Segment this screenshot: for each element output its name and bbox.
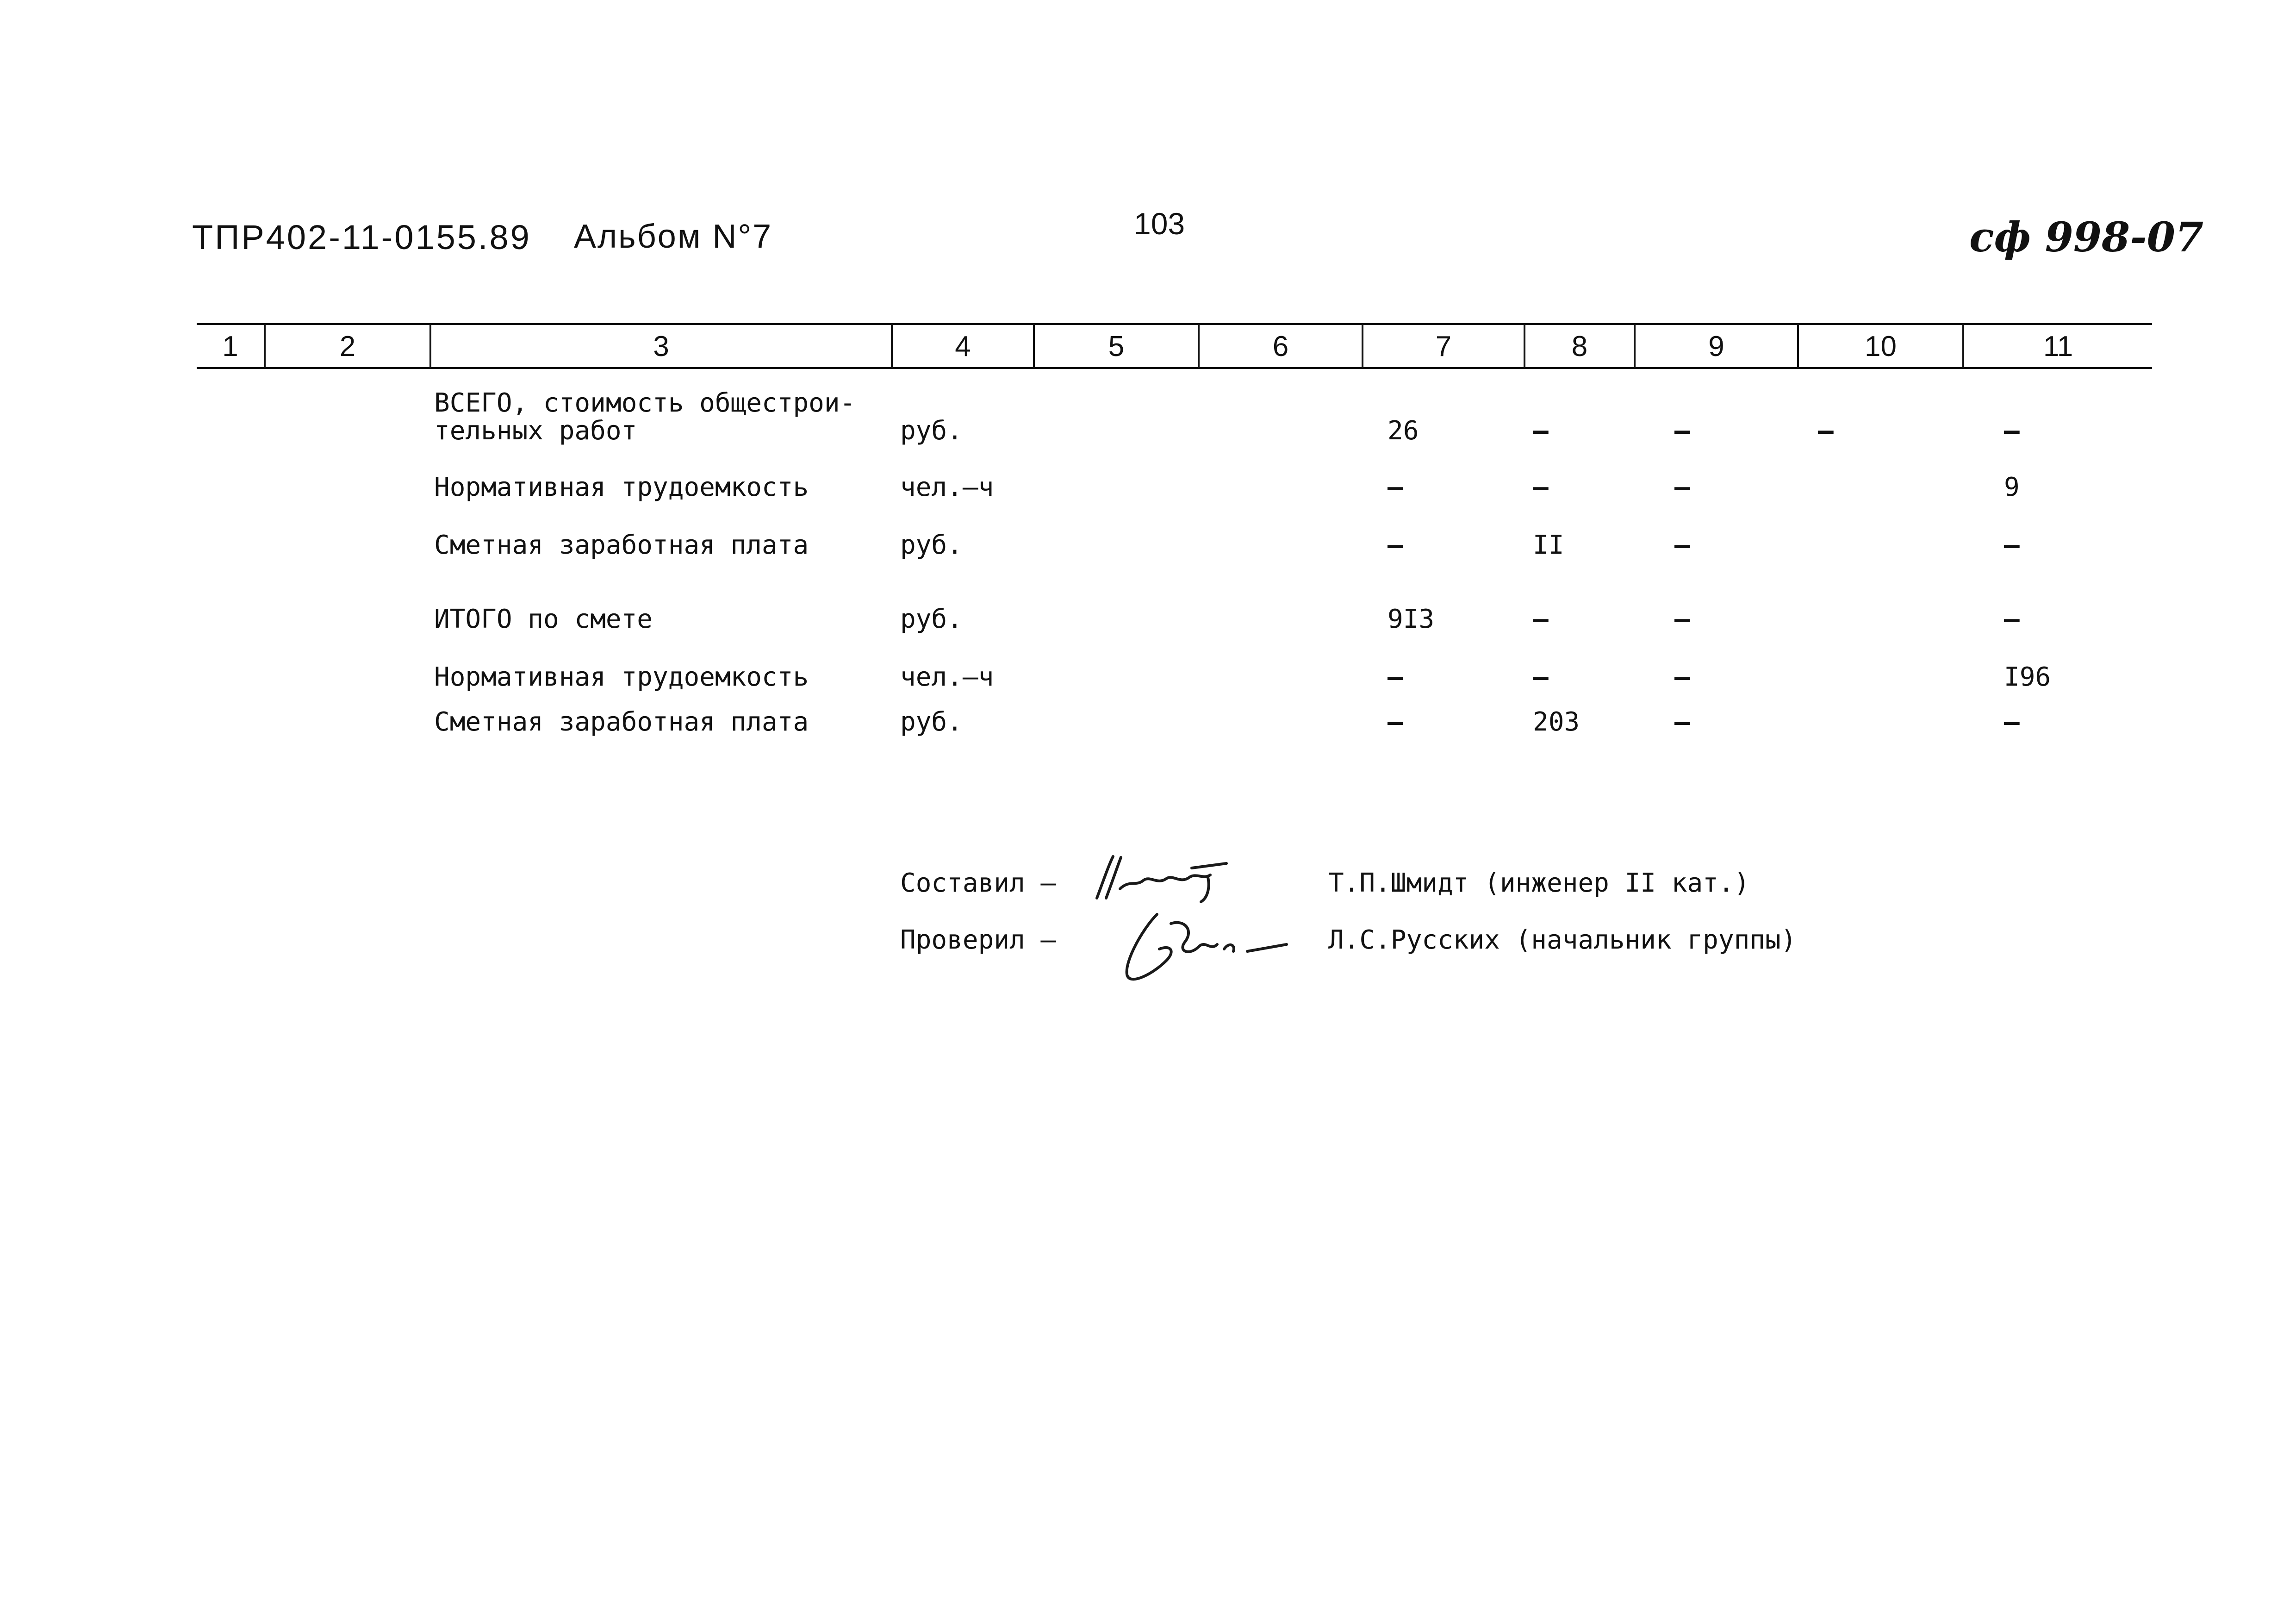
- row-name: Сметная заработная плата: [434, 707, 809, 737]
- column-number: 2: [339, 330, 356, 362]
- column-number: 11: [2043, 330, 2073, 362]
- row-name: ИТОГО по смете: [434, 604, 653, 634]
- row-name: Нормативная трудоемкость: [434, 662, 809, 692]
- column-number: 6: [1272, 330, 1289, 362]
- checked-person: Л.С.Русских (начальник группы): [1328, 925, 1797, 955]
- row-unit: руб.: [900, 530, 963, 560]
- column-number: 9: [1708, 330, 1724, 362]
- compiled-person: Т.П.Шмидт (инженер II кат.): [1328, 868, 1750, 898]
- cell-col8: –: [1533, 416, 1549, 446]
- cell-col8: 203: [1533, 707, 1580, 737]
- row-unit: чел.–ч: [900, 472, 994, 502]
- checked-label: Проверил –: [900, 925, 1057, 955]
- cell-col11: I96: [2004, 662, 2051, 692]
- row-unit: руб.: [900, 707, 963, 737]
- cell-col9: –: [1674, 662, 1690, 692]
- cell-col8: –: [1533, 662, 1549, 692]
- cell-col9: –: [1674, 416, 1690, 446]
- cell-col9: –: [1674, 604, 1690, 634]
- cell-col7: –: [1388, 472, 1403, 502]
- cell-col11: 9: [2004, 472, 2020, 502]
- column-number: 3: [653, 330, 669, 362]
- compiled-signature: [1092, 852, 1231, 907]
- cell-col11: –: [2004, 707, 2020, 737]
- column-number: 5: [1108, 330, 1125, 362]
- checked-signature: [1115, 905, 1291, 998]
- row-name-line1: ВСЕГО, стоимость общестрои-: [434, 388, 856, 418]
- cell-col7: –: [1388, 662, 1403, 692]
- row-name: Сметная заработная плата: [434, 530, 809, 560]
- cell-col8: –: [1533, 472, 1549, 502]
- cell-col9: –: [1674, 472, 1690, 502]
- sheet-code: сф 998-07: [1969, 213, 2204, 261]
- column-number: 10: [1865, 330, 1897, 362]
- column-number: 1: [222, 330, 238, 362]
- column-number: 7: [1435, 330, 1452, 362]
- cell-col9: –: [1674, 530, 1690, 560]
- row-unit: руб.: [900, 604, 963, 634]
- compiled-label: Составил –: [900, 868, 1057, 898]
- cell-col7: –: [1388, 530, 1403, 560]
- document-code: ТПР402-11-0155.89: [192, 218, 531, 256]
- column-number: 4: [955, 330, 971, 362]
- cell-col7: 9I3: [1388, 604, 1435, 634]
- row-name-line2: тельных работ: [434, 416, 637, 446]
- album-label: Альбом N°7: [574, 218, 773, 255]
- page-number: 103: [1134, 206, 1185, 241]
- cell-col11: –: [2004, 416, 2020, 446]
- cell-col8: –: [1533, 604, 1549, 634]
- cell-col8: II: [1533, 530, 1564, 560]
- row-name: Нормативная трудоемкость: [434, 472, 809, 502]
- cell-col10: –: [1818, 416, 1834, 446]
- cell-col11: –: [2004, 530, 2020, 560]
- column-number: 8: [1571, 330, 1588, 362]
- cell-col11: –: [2004, 604, 2020, 634]
- row-unit: руб.: [900, 416, 963, 446]
- cell-col7: –: [1388, 707, 1403, 737]
- cell-col7: 26: [1388, 416, 1419, 446]
- cell-col9: –: [1674, 707, 1690, 737]
- row-unit: чел.–ч: [900, 662, 994, 692]
